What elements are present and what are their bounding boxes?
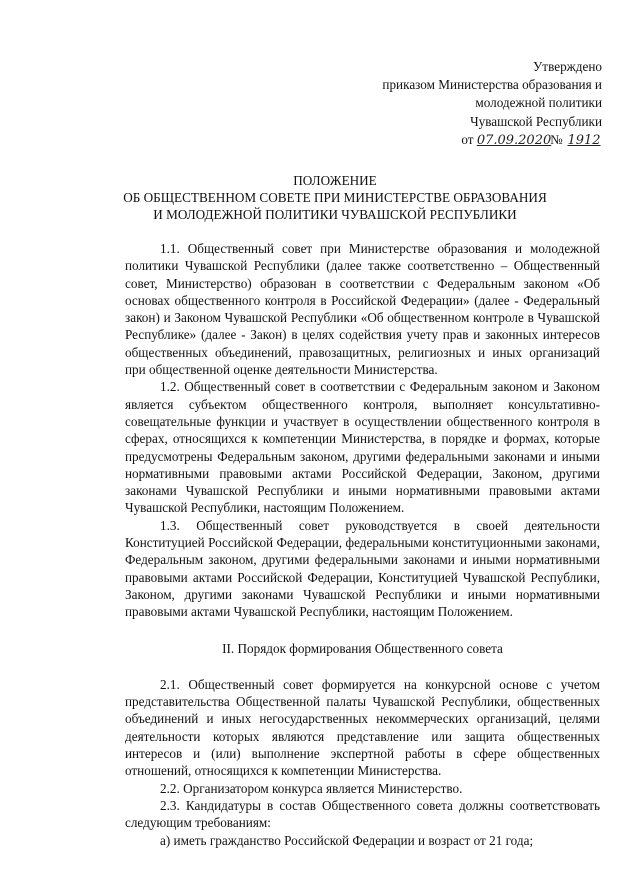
document-title bbox=[90, 172, 580, 223]
section-2-heading: II. Порядок формирования Общественного совета bbox=[222, 640, 503, 656]
paragraph-1-3: 1.3. Общественный совет руководствуется в своей деятельности Конституцией Российской Федерации, федеральными конституционными законами, Федеральным законом, другими федеральными законами и иными нормативными правовыми актами Российской Федерации, Конституцией Чувашской Республики, Законом, другими законами Чувашской Республики и иными нормативными правовыми актами Чувашской Республики, настоящим Положением. bbox=[125, 517, 600, 620]
approval-block bbox=[382, 58, 602, 150]
approval-line: молодежной политики bbox=[475, 95, 602, 111]
paragraph-1-2: 1.2. Общественный совет в соответствии с Федеральным законом и Законом является субъектом общественного контроля, выполняет консультативно-совещательные функции и участвует в осуществлении общественного контроля в сферах, относящихся к компетенции Министерства, в порядке и формах, которые предусмотрены Федеральным законом, другими федеральными законами и иными нормативными правовыми актами Российской Федерации, Законом, другими законами Чувашской Республики и иными нормативными правовыми актами Чувашской Республики, настоящим Положением. bbox=[125, 379, 600, 516]
approval-line: Утверждено bbox=[532, 59, 602, 74]
approval-line: Чувашской Республики bbox=[470, 113, 602, 129]
paragraph-2-3: 2.3. Кандидатуры в состав Общественного совета должны соответствовать следующим требованиям: bbox=[125, 797, 600, 831]
paragraph-2-3-a: а) иметь гражданство Российской Федерации и возраст от 21 года; bbox=[160, 832, 534, 848]
title-heading: ПОЛОЖЕНИЕ bbox=[293, 173, 377, 188]
title-line: ОБ ОБЩЕСТВЕННОМ СОВЕТЕ ПРИ МИНИСТЕРСТВЕ ОБРАЗОВАНИЯ bbox=[123, 190, 547, 205]
title-line: И МОЛОДЕЖНОЙ ПОЛИТИКИ ЧУВАШСКОЙ РЕСПУБЛИКИ bbox=[153, 207, 517, 222]
handwritten-number: 1912 bbox=[567, 132, 601, 148]
handwritten-date: 07.09.2020 bbox=[476, 132, 552, 148]
approval-date-line bbox=[382, 131, 602, 150]
paragraph-2-2: 2.2. Организатором конкурса является Министерство. bbox=[160, 780, 463, 796]
paragraph-1-1: 1.1. Общественный совет при Министерстве образования и молодежной политики Чувашской Республики (далее также соответственно – Общественный совет, Министерство) образован в соответствии с Федеральным законом «Об основах общественного контроля в Российской Федерации» (далее - Федеральный закон) и Законом Чувашской Республики «Об общественном контроле в Чувашской Республике» (далее - Закон) в целях содействия учету прав и законных интересов общественных объединений, правозащитных, религиозных и иных организаций при общественной оценке деятельности Министерства. bbox=[125, 241, 600, 378]
document-body bbox=[125, 240, 600, 849]
approval-line: приказом Министерства образования и bbox=[382, 77, 602, 93]
paragraph-2-1: 2.1. Общественный совет формируется на конкурсной основе с учетом представительства Общественной палаты Чувашской Республики, общественных объединений и иных негосударственных некоммерческих организаций, целями деятельности которых являются представление или защита общественных интересов и (или) выполнение экспертной работы в сфере общественных отношений, относящихся к компетенции Министерства. bbox=[125, 676, 600, 779]
number-label: № bbox=[550, 131, 563, 147]
from-label: от bbox=[461, 131, 474, 147]
